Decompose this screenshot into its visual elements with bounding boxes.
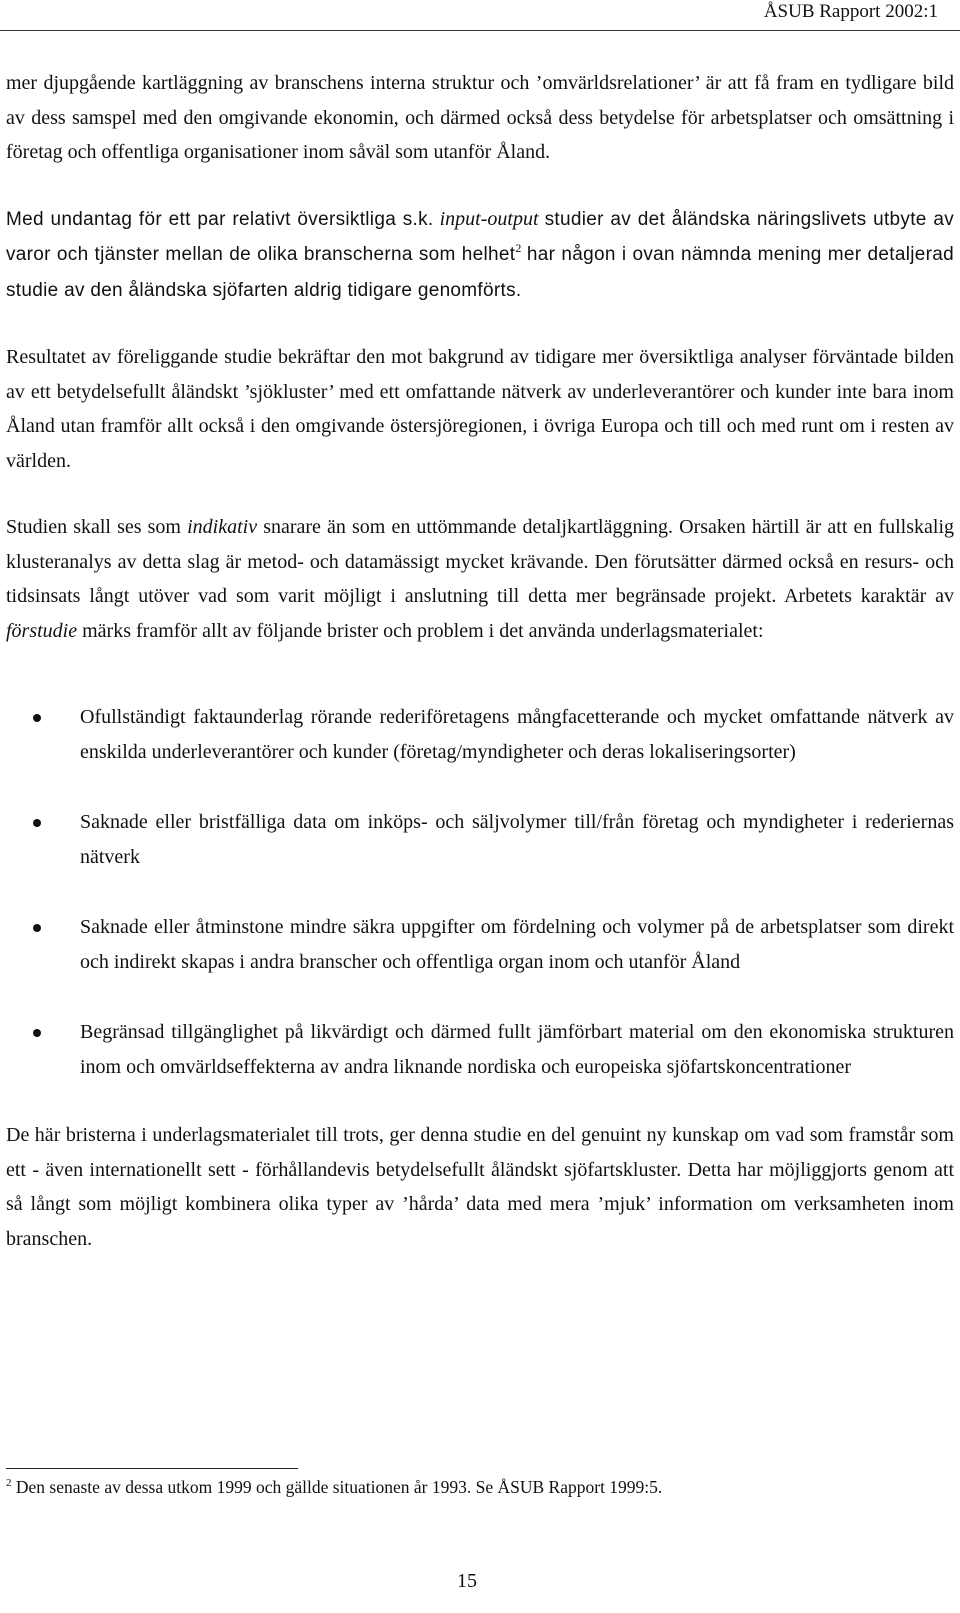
paragraph-input-output [6,202,954,309]
list-item-text: Saknade eller bristfälliga data om inköps- och säljvolymer till/från företag och myndigheter i rederiernas nätverk [80,811,954,868]
problem-list [6,700,954,1084]
bullet-icon [33,714,41,722]
list-item [6,700,954,769]
list-item-text: Saknade eller åtminstone mindre säkra uppgifter om fördelning och volymer på de arbetsplatser som direkt och indirekt skapas i andra branscher och offentliga organ inom och utanför Åland [80,916,954,973]
paragraph-indicative [6,510,954,648]
bullet-icon [33,924,41,932]
paragraph-text: har någon i ovan nämnda mening mer detaljerad studie av den åländska sjöfarten aldrig tidigare genomförts. [6,244,954,301]
list-item [6,910,954,979]
emphasis-forstudie: förstudie [6,619,78,642]
bullet-icon [33,1029,41,1037]
list-item-text: Ofullständigt faktaunderlag rörande rederiföretagens mångfacetterande och mycket omfattande nätverk av enskilda underleverantörer och kunder (företag/myndigheter och deras lokaliseringsorter) [80,706,954,763]
paragraph-text: märks framför allt av följande brister och problem i det använda underlagsmaterialet: [82,619,764,642]
page-header [0,0,960,31]
paragraph-conclusion: De här bristerna i underlagsmaterialet till trots, ger denna studie en del genuint ny kunskap om vad som framstår som ett - även internationellt sett - förhållandevis betydelsefullt åländskt sjöfartskluster. Detta har möjliggjorts genom att så långt som möjligt kombinera olika typer av ’hårda’ data med mera ’mjuk’ information om verksamheten inom branschen. [6,1124,954,1250]
emphasis-indikativ: indikativ [187,516,258,538]
footnote [6,1473,954,1501]
list-item [6,1015,954,1084]
paragraph-text: Studien skall ses som [6,516,181,538]
paragraph-intro: mer djupgående kartläggning av branschens interna struktur och ’omvärldsrelationer’ är att få fram en tydligare bild av dess samspel med den omgivande ekonomin, och därmed också dess betydelse för arbetsplatser och omsättning i företag och offentliga organisationer inom såväl som utanför Åland. [6,72,954,163]
list-item [6,805,954,874]
document-body [6,66,954,1256]
list-item-text: Begränsad tillgänglighet på likvärdigt och därmed fullt jämförbart material om den ekonomiska strukturen inom och omvärldseffekterna av andra liknande nordiska och europeiska sjöfartskoncentrationer [80,1021,954,1078]
paragraph-text: studier av det åländska näringslivets utbyte av varor och tjänster mellan de olika branscherna som helhet [6,208,955,265]
footnote-text: Den senaste av dessa utkom 1999 och gällde situationen år 1993. Se ÅSUB Rapport 1999:5. [15,1477,663,1497]
paragraph-text: snarare än som en uttömmande detaljkartläggning. Orsaken härtill är att en fullskalig klusteranalys av detta slag är metod- och datamässigt mycket krävande. Den förutsätter därmed också en resurs- och tidsinsats långt utöver vad som varit möjligt i anslutning till detta mer begränsade projekt. Arbetets karaktär av [6,516,955,607]
footnote-reference: 2 [515,241,522,255]
paragraph-results: Resultatet av föreliggande studie bekräftar den mot bakgrund av tidigare mer översiktliga analyser förväntade bilden av ett betydelsefullt åländskt ’sjökluster’ med ett omfattande nätverk av underleverantörer och kunder inte bara inom Åland utan framför allt också i den omgivande östersjöregionen, i övriga Europa och till och med runt om i resten av världen. [6,346,954,472]
emphasis-input-output: input-output [439,207,539,230]
page-number: 15 [457,1570,477,1592]
footnote-mark: 2 [6,1477,12,1489]
paragraph-text: Med undantag för ett par relativt översiktliga s.k. [6,208,434,230]
report-title: ÅSUB Rapport 2002:1 [763,1,938,22]
bullet-icon [33,819,41,827]
footnote-divider [6,1468,298,1469]
